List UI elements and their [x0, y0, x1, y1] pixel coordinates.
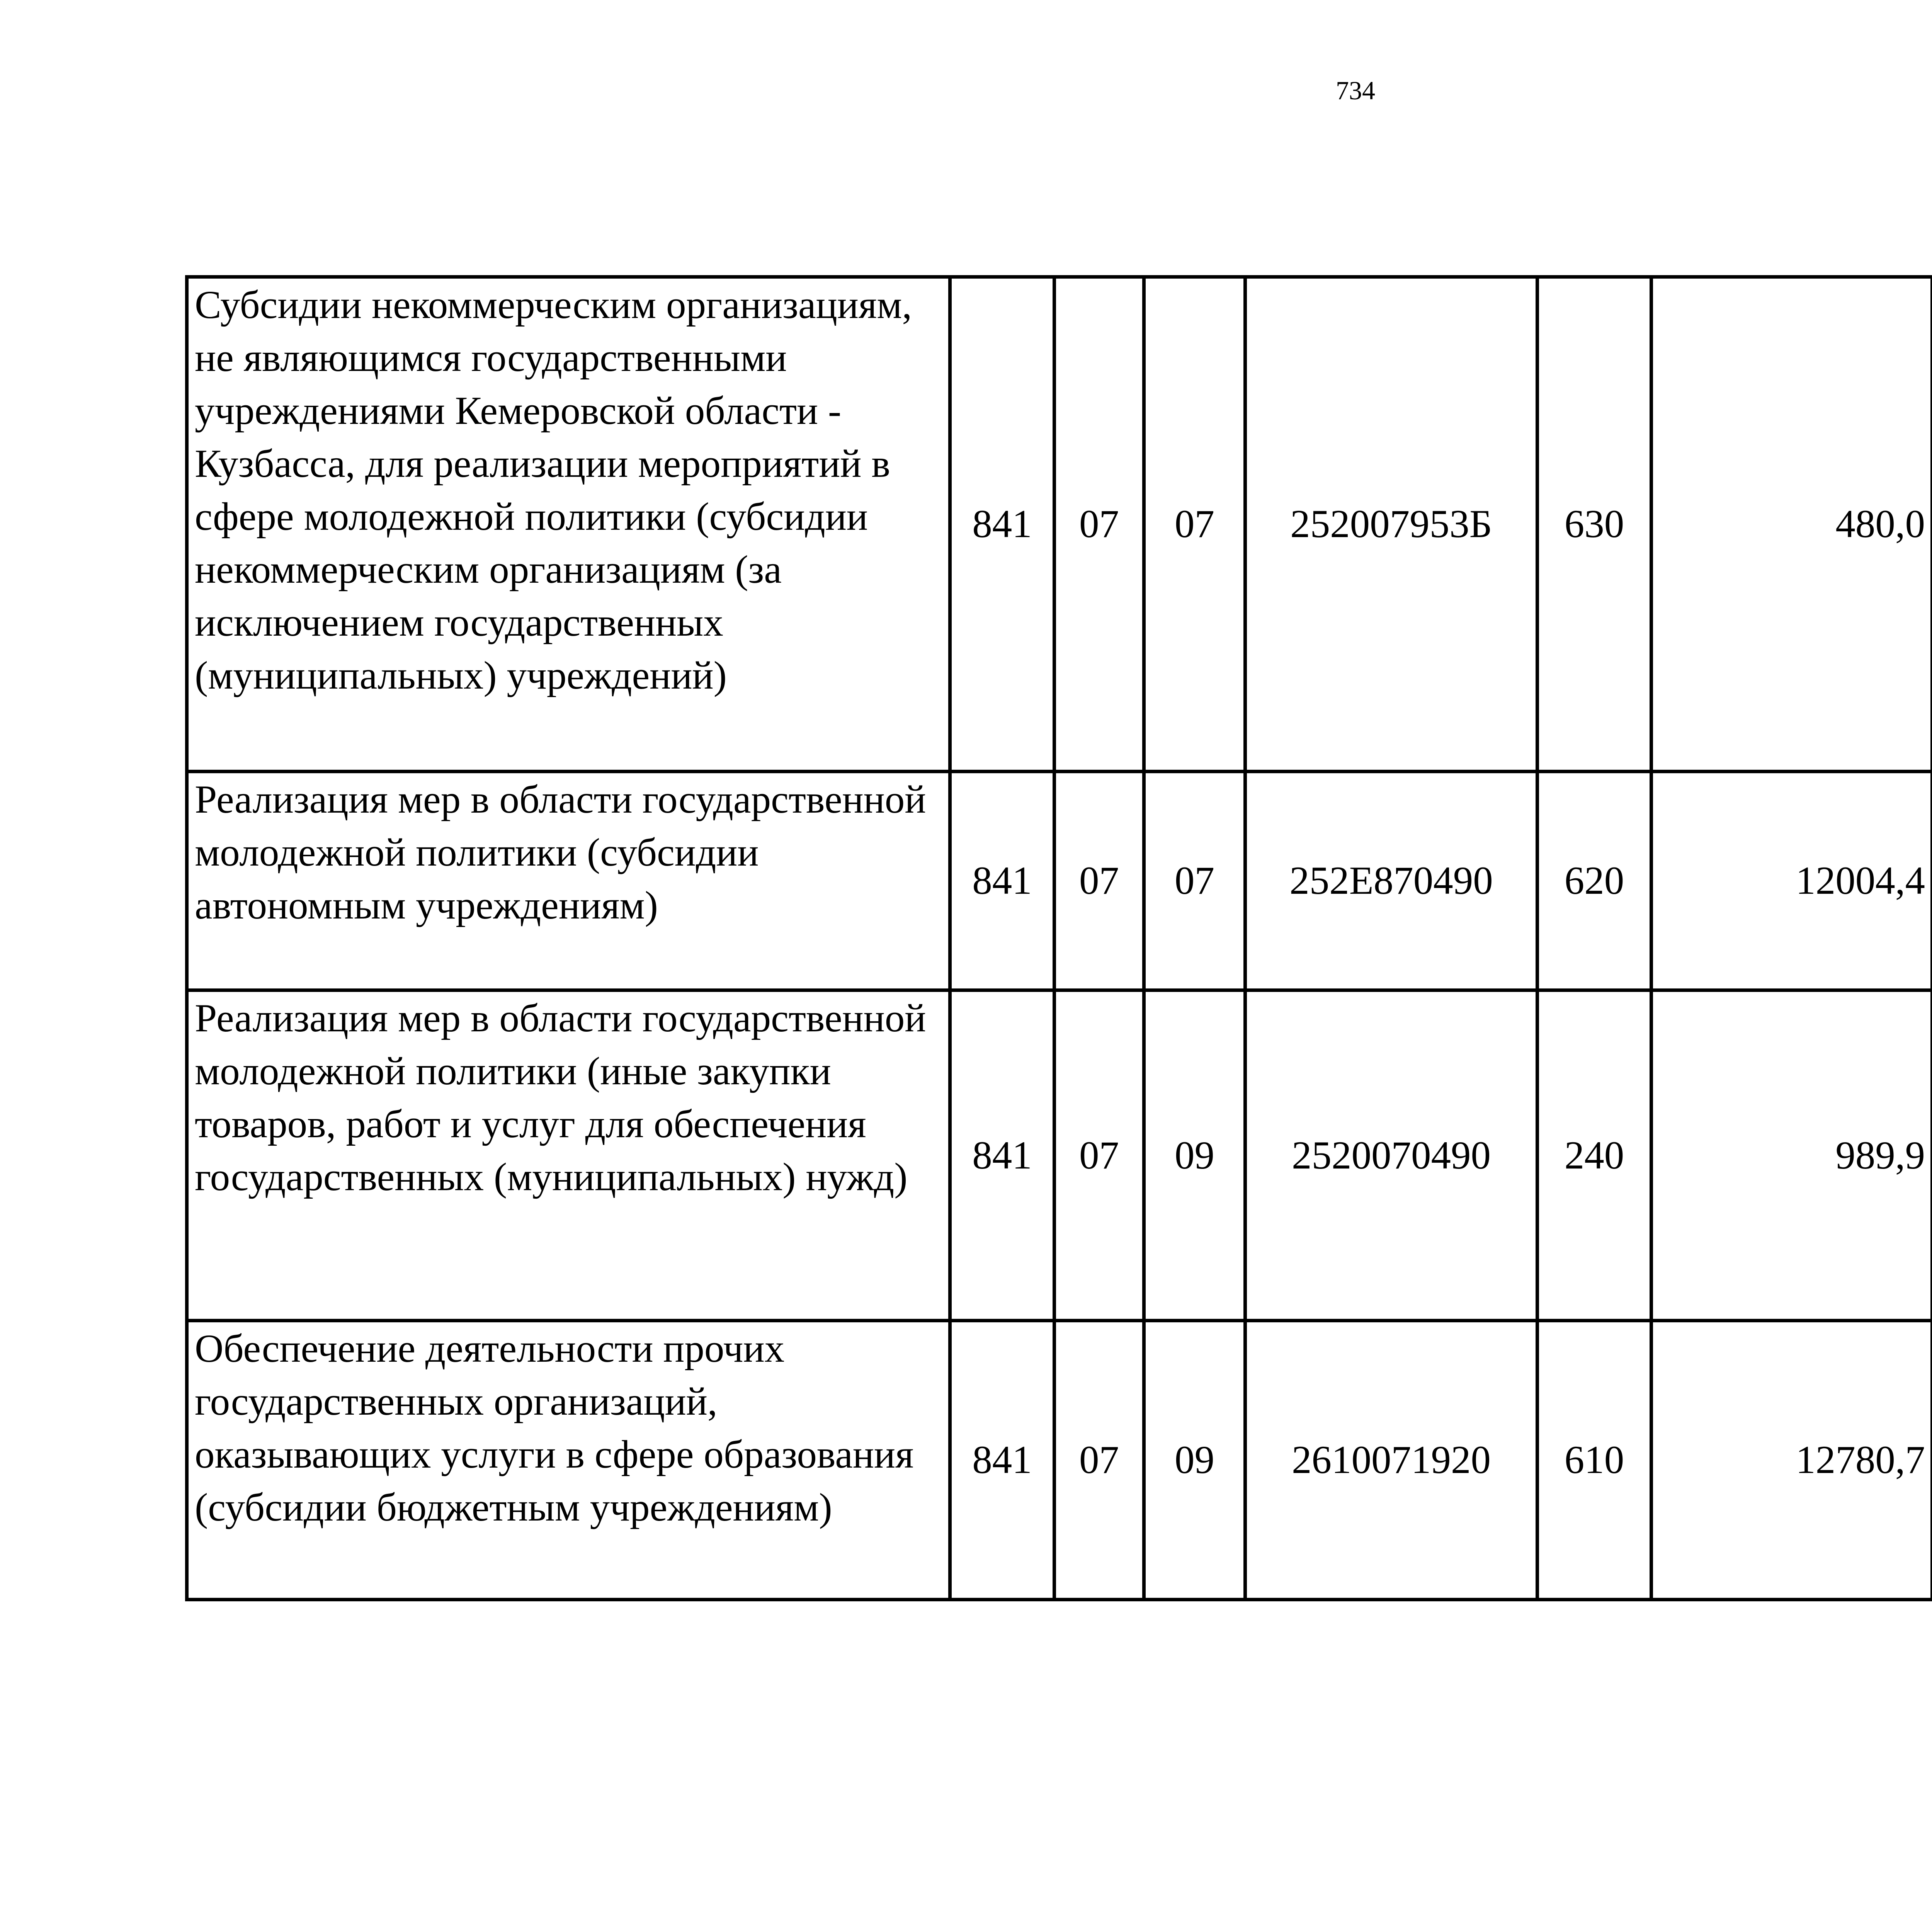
ministry-code: 841: [950, 1321, 1054, 1600]
row-description: Реализация мер в области государственной молодежной политики (субсидии автономным учреждениям): [187, 772, 950, 990]
ministry-code: 841: [950, 772, 1054, 990]
target-article-code: 252007953Б: [1245, 277, 1537, 772]
page-number: 734: [1336, 76, 1375, 105]
ministry-code: 841: [950, 277, 1054, 772]
expense-type-code: 620: [1537, 772, 1651, 990]
section-code: 07: [1054, 772, 1144, 990]
target-article-code: 2520070490: [1245, 990, 1537, 1321]
expense-type-code: 240: [1537, 990, 1651, 1321]
table-row: [187, 772, 1932, 990]
subsection-code: 09: [1144, 990, 1245, 1321]
section-code: 07: [1054, 277, 1144, 772]
row-description: Реализация мер в области государственной молодежной политики (иные закупки товаров, работ и услуг для обеспечения государственных (муниципальных) нужд): [187, 990, 950, 1321]
subsection-code: 07: [1144, 772, 1245, 990]
table-row: [187, 277, 1932, 772]
table-row: [187, 990, 1932, 1321]
expense-type-code: 630: [1537, 277, 1651, 772]
section-code: 07: [1054, 990, 1144, 1321]
ministry-code: 841: [950, 990, 1054, 1321]
amount-year-1: 480,0: [1651, 277, 1932, 772]
section-code: 07: [1054, 1321, 1144, 1600]
row-description: Субсидии некоммерческим организациям, не являющимся государственными учреждениями Кемеровской области - Кузбасса, для реализации мероприятий в сфере молодежной политики (субсидии некоммерческим организациям (за исключением государственных (муниципальных) учреждений): [187, 277, 950, 772]
budget-table: [185, 275, 1932, 1601]
table-row: [187, 1321, 1932, 1600]
expense-type-code: 610: [1537, 1321, 1651, 1600]
row-description: Обеспечение деятельности прочих государственных организаций, оказывающих услуги в сфере образования (субсидии бюджетным учреждениям): [187, 1321, 950, 1600]
target-article-code: 2610071920: [1245, 1321, 1537, 1600]
amount-year-1: 989,9: [1651, 990, 1932, 1321]
target-article-code: 252E870490: [1245, 772, 1537, 990]
amount-year-1: 12780,7: [1651, 1321, 1932, 1600]
subsection-code: 09: [1144, 1321, 1245, 1600]
amount-year-1: 12004,4: [1651, 772, 1932, 990]
subsection-code: 07: [1144, 277, 1245, 772]
